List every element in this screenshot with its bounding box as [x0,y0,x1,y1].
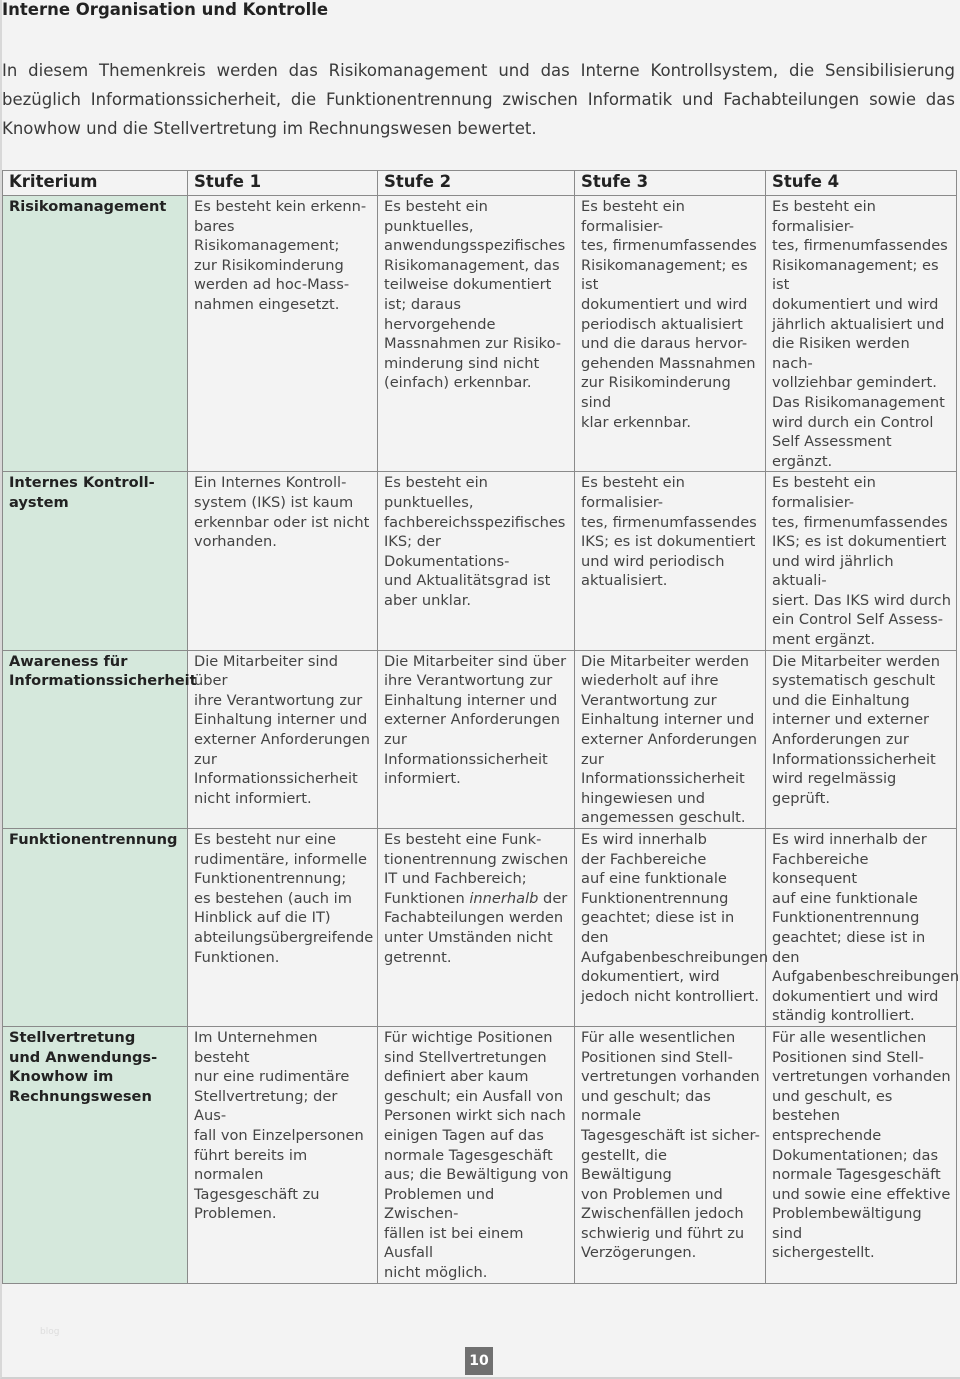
criterion-cell: Risikomanagement [3,196,188,472]
watermark: blog [40,1327,60,1337]
cell-text-italic: innerhalb [469,889,539,907]
header-stufe-3: Stufe 3 [575,171,766,196]
table-cell: Es besteht ein punktuelles, fachbereichsspezifisches IKS; der Dokumentations- und Aktualitätsgrad ist aber unklar. [378,472,575,650]
table-cell: Es besteht kein erkenn- bares Risikomanagement; zur Risikominderung werden ad hoc-Mass- nahmen eingesetzt. [188,196,378,472]
table-cell: Es besteht nur eine rudimentäre, informelle Funktionentrennung; es bestehen (auch im Hinblick auf die IT) abteilungsübergreifende Funktionen. [188,829,378,1027]
table-header-row [3,171,957,196]
table-cell: Es wird innerhalb der Fachbereiche konsequent auf eine funktionale Funktionentrennung geachtet; diese ist in den Aufgabenbeschreibungen dokumentiert und wird ständig kontrolliert. [766,829,957,1027]
table-row [3,1026,957,1283]
table-cell: Ein Internes Kontroll- system (IKS) ist kaum erkennbar oder ist nicht vorhanden. [188,472,378,650]
table-cell: Es besteht ein formalisier- tes, firmenumfassendes Risikomanagement; es ist dokumentiert und wird periodisch aktualisiert und die daraus hervor- gehenden Massnahmen zur Risikominderung sind klar erkennbar. [575,196,766,472]
table-row [3,650,957,828]
header-stufe-4: Stufe 4 [766,171,957,196]
intro-paragraph: In diesem Themenkreis werden das Risikomanagement und das Interne Kontrollsystem, die Sensibilisierung bezüglich Informationssicherheit, die Funktionentrennung zwischen Informatik und Fachabteilungen sowie das Knowhow und die Stellvertretung im Rechnungswesen bewertet. [2,61,955,138]
header-stufe-2: Stufe 2 [378,171,575,196]
criterion-cell: Internes Kontroll- aystem [3,472,188,650]
table-cell [378,829,575,1027]
table-cell: Es besteht ein punktuelles, anwendungsspezifisches Risikomanagement, das teilweise dokumentiert ist; daraus hervorgehende Massnahmen zur Risiko- minderung sind nicht (einfach) erkennbar. [378,196,575,472]
section-title: Interne Organisation und Kontrolle [2,0,329,19]
table-row [3,472,957,650]
table-cell: Es besteht ein formalisier- tes, firmenumfassendes IKS; es ist dokumentiert und wird jährlich aktuali- siert. Das IKS wird durch ein Control Self Assess- ment ergänzt. [766,472,957,650]
table-cell: Für alle wesentlichen Positionen sind Stell- vertretungen vorhanden und geschult; das normale Tagesgeschäft ist sicher- gestellt, die Bewältigung von Problemen und Zwischenfällen jedoch schwierig und führt zu Verzögerungen. [575,1026,766,1283]
table-row [3,829,957,1027]
table-cell: Für wichtige Positionen sind Stellvertretungen definiert aber kaum geschult; ein Ausfall von Personen wirkt sich nach einigen Tagen auf das normale Tagesgeschäft aus; die Bewältigung von Problemen und Zwischen- fällen ist bei einem Ausfall nicht möglich. [378,1026,575,1283]
table-cell: Es wird innerhalb der Fachbereiche auf eine funktionale Funktionentrennung geachtet; diese ist in den Aufgabenbeschreibungen dokumentiert, wird jedoch nicht kontrolliert. [575,829,766,1027]
header-stufe-1: Stufe 1 [188,171,378,196]
criterion-cell: Funktionentrennung [3,829,188,1027]
header-kriterium: Kriterium [3,171,188,196]
cell-text: der Fachabteilungen werden unter Umständen nicht getrennt. [384,889,568,966]
table-cell: Die Mitarbeiter werden systematisch geschult und die Einhaltung interner und externer Anforderungen zur Informationssicherheit wird regelmässig geprüft. [766,650,957,828]
table-cell: Es besteht ein formalisier- tes, firmenumfassendes IKS; es ist dokumentiert und wird periodisch aktualisiert. [575,472,766,650]
table-cell: Für alle wesentlichen Positionen sind Stell- vertretungen vorhanden und geschult, es bestehen entsprechende Dokumentationen; das normale Tagesgeschäft und sowie eine effektive Problembewältigung sind sichergestellt. [766,1026,957,1283]
page-number-badge: 10 [465,1347,493,1375]
table-cell: Die Mitarbeiter werden wiederholt auf ihre Verantwortung zur Einhaltung interner und externer Anforderungen zur Informationssicherheit hingewiesen und angemessen geschult. [575,650,766,828]
criterion-cell: Awareness für Informationssicherheit [3,650,188,828]
table-cell: Die Mitarbeiter sind über ihre Verantwortung zur Einhaltung interner und externer Anforderungen zur Informationssicherheit informiert. [378,650,575,828]
table-cell: Es besteht ein formalisier- tes, firmenumfassendes Risikomanagement; es ist dokumentiert und wird jährlich aktualisiert und die Risiken werden nach- vollziehbar gemindert. Das Risikomanagement wird durch ein Control Self Assessment ergänzt. [766,196,957,472]
table-cell: Die Mitarbeiter sind über ihre Verantwortung zur Einhaltung interner und externer Anforderungen zur Informationssicherheit nicht informiert. [188,650,378,828]
table-cell: Im Unternehmen besteht nur eine rudimentäre Stellvertretung; der Aus- fall von Einzelpersonen führt bereits im normalen Tagesgeschäft zu Problemen. [188,1026,378,1283]
table-row [3,196,957,472]
assessment-table [2,170,960,1284]
cell-text: Es besteht eine Funk- tionentrennung zwischen IT und Fachbereich; Funktionen [384,831,569,907]
criterion-cell: Stellvertretung und Anwendungs- Knowhow im Rechnungswesen [3,1026,188,1283]
